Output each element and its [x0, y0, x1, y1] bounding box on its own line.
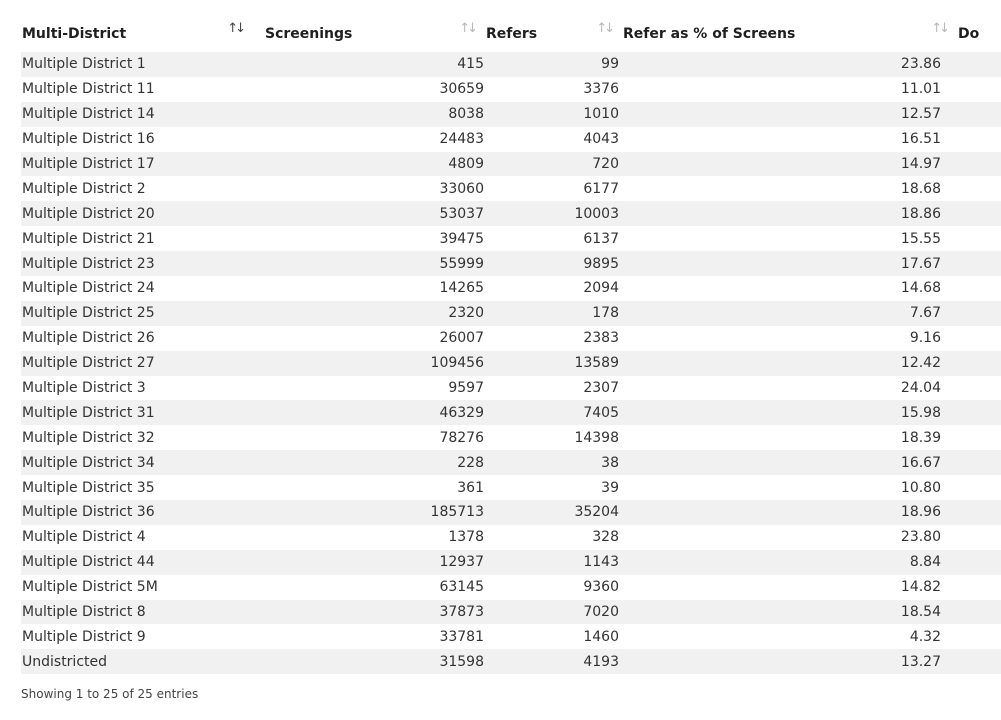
- cell-do: [956, 525, 1001, 550]
- cell-refers: 328: [592, 529, 619, 546]
- cell-district: Multiple District 23: [21, 251, 252, 276]
- cell-refer-percent: 15.55: [900, 230, 941, 247]
- cell-district: Multiple District 11: [22, 81, 155, 98]
- cell-do: [956, 575, 1001, 600]
- table-row: [21, 152, 1001, 177]
- cell-district: Multiple District 36: [21, 500, 252, 525]
- column-header-label: Multi-District: [22, 26, 127, 42]
- cell-district: Multiple District 16: [22, 131, 155, 148]
- cell-refer-percent: 24.04: [900, 380, 941, 397]
- cell-do: [956, 600, 1001, 625]
- cell-district: Multiple District 27: [21, 351, 252, 376]
- cell-refers: 9360: [583, 579, 619, 596]
- cell-screenings: 33060: [439, 180, 484, 197]
- table-row: [21, 251, 1001, 276]
- cell-refer-percent: 18.68: [900, 180, 941, 197]
- cell-refers: 3376: [583, 81, 619, 98]
- cell-refer-percent: 18.96: [621, 500, 956, 525]
- cell-screenings: 109456: [252, 351, 484, 376]
- column-header-label: Refers: [486, 26, 538, 42]
- cell-district: Multiple District 2: [22, 180, 146, 197]
- table-row: [21, 550, 1001, 575]
- cell-refer-percent: 18.39: [900, 429, 941, 446]
- cell-district: Multiple District 26: [22, 330, 155, 347]
- data-table-wrapper: [21, 0, 1001, 674]
- sort-icon[interactable]: ↑↓: [459, 21, 475, 36]
- cell-refers: 1143: [484, 550, 621, 575]
- cell-screenings: 37873: [252, 600, 484, 625]
- table-body: [21, 52, 1001, 674]
- cell-refers: 99: [484, 52, 621, 77]
- cell-district: Multiple District 3: [22, 380, 146, 397]
- cell-do: [956, 127, 1001, 152]
- cell-refer-percent: 12.57: [621, 102, 956, 127]
- cell-refers: 7020: [484, 600, 621, 625]
- cell-refers: 2094: [583, 280, 619, 297]
- column-header-multi-district[interactable]: [21, 0, 252, 52]
- cell-screenings: 78276: [439, 429, 484, 446]
- cell-refer-percent: 15.98: [621, 400, 956, 425]
- table-row: [21, 525, 1001, 550]
- cell-do: [956, 226, 1001, 251]
- cell-district: Multiple District 21: [22, 230, 155, 247]
- table-row: [21, 52, 1001, 77]
- cell-screenings: 39475: [439, 230, 484, 247]
- cell-refers: 10003: [484, 201, 621, 226]
- sort-icon[interactable]: ↑↓: [931, 21, 947, 36]
- cell-do: [956, 351, 1001, 376]
- cell-do: [956, 376, 1001, 401]
- cell-do: [956, 326, 1001, 351]
- cell-screenings: 24483: [439, 131, 484, 148]
- table-row: [21, 326, 1001, 351]
- cell-district: Multiple District 5M: [22, 579, 158, 596]
- column-header-do[interactable]: [956, 0, 1001, 52]
- table-row: [21, 276, 1001, 301]
- cell-refers: 14398: [574, 429, 619, 446]
- cell-screenings: 4809: [252, 152, 484, 177]
- cell-refer-percent: 4.32: [909, 628, 941, 645]
- cell-screenings: 361: [457, 479, 484, 496]
- cell-refers: 6137: [583, 230, 619, 247]
- cell-screenings: 185713: [252, 500, 484, 525]
- cell-screenings: 415: [252, 52, 484, 77]
- cell-do: [956, 251, 1001, 276]
- cell-refers: 720: [484, 152, 621, 177]
- table-row: [21, 575, 1001, 600]
- cell-do: [956, 649, 1001, 674]
- cell-do: [956, 550, 1001, 575]
- table-row: [21, 450, 1001, 475]
- cell-refers: 178: [484, 301, 621, 326]
- column-header-refer-percent[interactable]: [621, 0, 956, 52]
- cell-refer-percent: 23.86: [621, 52, 956, 77]
- column-header-label: Screenings: [265, 26, 353, 42]
- table-info-text: Showing 1 to 25 of 25 entries: [21, 687, 199, 701]
- cell-refer-percent: 10.80: [900, 479, 941, 496]
- table-row: [21, 127, 1001, 152]
- cell-district: Multiple District 25: [21, 301, 252, 326]
- cell-do: [956, 77, 1001, 102]
- table-header-row: [21, 0, 1001, 52]
- table-row: [21, 649, 1001, 674]
- cell-screenings: 30659: [439, 81, 484, 98]
- cell-district: Multiple District 31: [21, 400, 252, 425]
- table-row: [21, 624, 1001, 649]
- cell-do: [956, 176, 1001, 201]
- cell-refers: 2307: [583, 380, 619, 397]
- table-row: [21, 226, 1001, 251]
- cell-screenings: 26007: [439, 330, 484, 347]
- cell-refers: 7405: [484, 400, 621, 425]
- table-row: [21, 600, 1001, 625]
- cell-screenings: 228: [252, 450, 484, 475]
- cell-refer-percent: 14.82: [900, 579, 941, 596]
- cell-district: Multiple District 34: [21, 450, 252, 475]
- table-row: [21, 475, 1001, 500]
- cell-refers: 4043: [583, 131, 619, 148]
- cell-do: [956, 450, 1001, 475]
- cell-do: [956, 276, 1001, 301]
- table-row: [21, 102, 1001, 127]
- cell-district: Multiple District 24: [22, 280, 155, 297]
- cell-do: [956, 52, 1001, 77]
- cell-refer-percent: 8.84: [621, 550, 956, 575]
- cell-refers: 2383: [583, 330, 619, 347]
- cell-screenings: 55999: [252, 251, 484, 276]
- column-header-screenings[interactable]: [252, 0, 484, 52]
- cell-refer-percent: 7.67: [621, 301, 956, 326]
- cell-do: [956, 102, 1001, 127]
- cell-do: [956, 152, 1001, 177]
- table-row: [21, 301, 1001, 326]
- cell-screenings: 33781: [439, 628, 484, 645]
- cell-district: Multiple District 9: [22, 628, 146, 645]
- cell-screenings: 53037: [252, 201, 484, 226]
- cell-refers: 38: [484, 450, 621, 475]
- table-row: [21, 376, 1001, 401]
- cell-refers: 35204: [484, 500, 621, 525]
- cell-do: [956, 425, 1001, 450]
- cell-refer-percent: 9.16: [909, 330, 941, 347]
- cell-refer-percent: 18.86: [621, 201, 956, 226]
- sort-icon[interactable]: ↑↓: [596, 21, 612, 36]
- sort-icon[interactable]: ↑↓: [227, 21, 243, 36]
- cell-screenings: 9597: [448, 380, 484, 397]
- cell-do: [956, 400, 1001, 425]
- cell-refer-percent: 17.67: [621, 251, 956, 276]
- cell-refers: 6177: [583, 180, 619, 197]
- table-row: [21, 351, 1001, 376]
- cell-do: [956, 201, 1001, 226]
- cell-district: Multiple District 35: [22, 479, 155, 496]
- cell-district: Multiple District 4: [22, 529, 146, 546]
- cell-refer-percent: 14.68: [900, 280, 941, 297]
- cell-district: Multiple District 20: [21, 201, 252, 226]
- cell-refer-percent: 16.67: [621, 450, 956, 475]
- cell-screenings: 63145: [439, 579, 484, 596]
- column-header-label: Refer as % of Screens: [623, 26, 796, 42]
- table-row: [21, 425, 1001, 450]
- cell-district: Multiple District 14: [21, 102, 252, 127]
- cell-district: Undistricted: [21, 649, 252, 674]
- cell-district: Multiple District 8: [21, 600, 252, 625]
- cell-refers: 39: [601, 479, 619, 496]
- cell-refer-percent: 18.54: [621, 600, 956, 625]
- cell-do: [956, 301, 1001, 326]
- cell-refers: 9895: [484, 251, 621, 276]
- cell-refers: 4193: [484, 649, 621, 674]
- cell-refers: 1460: [583, 628, 619, 645]
- cell-refer-percent: 23.80: [900, 529, 941, 546]
- cell-refer-percent: 12.42: [621, 351, 956, 376]
- cell-screenings: 1378: [448, 529, 484, 546]
- cell-refer-percent: 14.97: [621, 152, 956, 177]
- cell-screenings: 14265: [439, 280, 484, 297]
- table-row: [21, 400, 1001, 425]
- cell-screenings: 8038: [252, 102, 484, 127]
- table-row: [21, 176, 1001, 201]
- cell-district: Multiple District 44: [21, 550, 252, 575]
- cell-screenings: 2320: [252, 301, 484, 326]
- cell-do: [956, 475, 1001, 500]
- cell-refer-percent: 11.01: [900, 81, 941, 98]
- cell-refers: 13589: [484, 351, 621, 376]
- cell-district: Multiple District 17: [21, 152, 252, 177]
- cell-district: Multiple District 32: [22, 429, 155, 446]
- column-header-label: Do: [958, 26, 980, 42]
- table-row: [21, 77, 1001, 102]
- cell-do: [956, 624, 1001, 649]
- cell-do: [956, 500, 1001, 525]
- cell-district: Multiple District 1: [21, 52, 252, 77]
- cell-refers: 1010: [484, 102, 621, 127]
- cell-screenings: 12937: [252, 550, 484, 575]
- cell-screenings: 31598: [252, 649, 484, 674]
- cell-refer-percent: 16.51: [900, 131, 941, 148]
- column-header-refers[interactable]: [484, 0, 621, 52]
- table-row: [21, 500, 1001, 525]
- cell-screenings: 46329: [252, 400, 484, 425]
- table-row: [21, 201, 1001, 226]
- cell-refer-percent: 13.27: [621, 649, 956, 674]
- district-table: [21, 0, 1001, 674]
